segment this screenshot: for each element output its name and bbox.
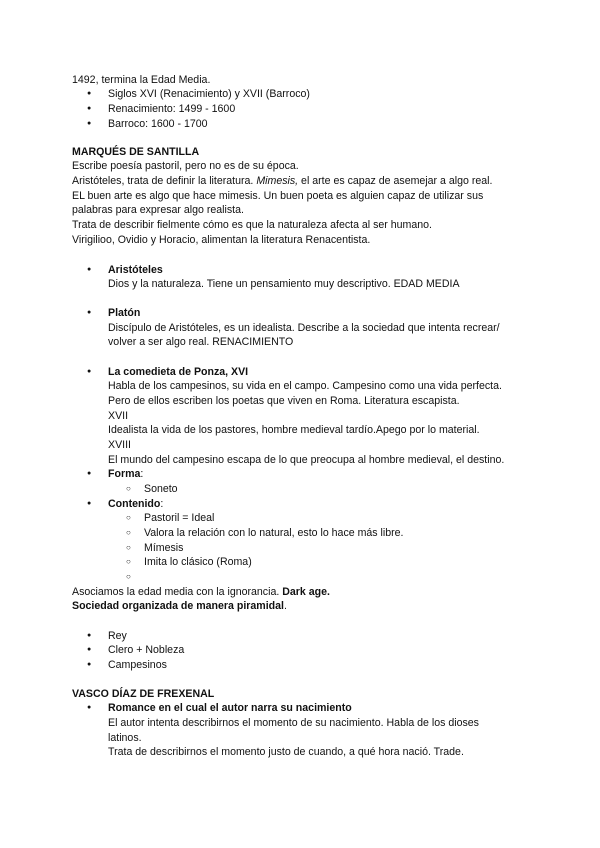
paragraph-line: Virigilioo, Ovidio y Horacio, alimentan la literatura Renacentista. bbox=[72, 234, 371, 246]
list-item-text: Idealista la vida de los pastores, hombre medieval tardío.Apego por lo material. bbox=[108, 424, 480, 436]
bold-run: Dark age. bbox=[282, 586, 330, 598]
list-item-text: Trata de describirnos el momento justo de cuando, a qué hora nació. Trade. bbox=[108, 746, 464, 758]
list-item-title: Forma bbox=[108, 468, 141, 480]
list-item-title: ● Aristóteles bbox=[108, 263, 163, 277]
list-item-text: El autor intenta describirnos el momento de su nacimiento. Habla de los dioses bbox=[108, 717, 479, 729]
colon: : bbox=[160, 498, 164, 510]
list-item: ● Clero + Nobleza bbox=[108, 643, 184, 657]
text-run: el arte es capaz de asemejar a algo real. bbox=[298, 175, 493, 187]
list-item bbox=[108, 497, 163, 511]
list-item-text: latinos. bbox=[108, 732, 142, 744]
text-run: Asociamos la edad media con la ignorancia. bbox=[72, 586, 283, 598]
paragraph-line bbox=[72, 599, 287, 613]
paragraph-line bbox=[72, 174, 492, 188]
list-item: ● Barroco: 1600 - 1700 bbox=[108, 117, 208, 131]
text-run: . bbox=[283, 600, 287, 612]
list-item-title: Contenido bbox=[108, 498, 161, 510]
list-item-text: El mundo del campesino escapa de lo que preocupa al hombre medieval, el destino. bbox=[108, 454, 505, 466]
paragraph-line: EL buen arte es algo que hace mimesis. Un buen poeta es alguien capaz de utilizar sus bbox=[72, 190, 484, 202]
list-item-text: Habla de los campesinos, su vida en el campo. Campesino como una vida perfecta. bbox=[108, 380, 502, 392]
list-item-text: XVII bbox=[108, 410, 129, 422]
sublist-item: ○ Valora la relación con lo natural, esto lo hace más libre. bbox=[144, 526, 404, 540]
list-item: ● Rey bbox=[108, 629, 127, 643]
list-item-title: ● La comedieta de Ponza, XVI bbox=[108, 365, 248, 379]
intro-line: 1492, termina la Edad Media. bbox=[72, 74, 211, 86]
list-item: ● Renacimiento: 1499 - 1600 bbox=[108, 102, 235, 116]
list-item: ● Campesinos bbox=[108, 658, 167, 672]
colon: : bbox=[140, 468, 144, 480]
list-item bbox=[108, 467, 143, 481]
paragraph-line: Trata de describir fielmente cómo es que la naturaleza afecta al ser humano. bbox=[72, 219, 432, 231]
list-item-text: Discípulo de Aristóteles, es un idealista. Describe a la sociedad que intenta recrear/ bbox=[108, 322, 500, 334]
text-run: Aristóteles, trata de definir la literatura. bbox=[72, 175, 257, 187]
list-item-text: Dios y la naturaleza. Tiene un pensamiento muy descriptivo. EDAD MEDIA bbox=[108, 278, 460, 290]
mimesis-term: Mimesis, bbox=[256, 175, 299, 187]
list-item-text: XVIII bbox=[108, 439, 131, 451]
sublist-item: ○ Soneto bbox=[144, 482, 178, 496]
sublist-item: ○ Mímesis bbox=[144, 541, 183, 555]
paragraph-line bbox=[72, 585, 330, 599]
bold-run: Sociedad organizada de manera piramidal bbox=[72, 600, 284, 612]
list-item: ● Siglos XVI (Renacimiento) y XVII (Barroco) bbox=[108, 87, 310, 101]
section-heading-santillana: MARQUÉS DE SANTILLA bbox=[72, 146, 200, 158]
list-item-title: ● Romance en el cual el autor narra su nacimiento bbox=[108, 701, 352, 715]
paragraph-line: Escribe poesía pastoril, pero no es de su época. bbox=[72, 160, 299, 172]
list-item-text: volver a ser algo real. RENACIMIENTO bbox=[108, 336, 294, 348]
section-heading-vasco: VASCO DÍAZ DE FREXENAL bbox=[72, 688, 215, 700]
sublist-item: ○ Pastoril = Ideal bbox=[144, 511, 214, 525]
list-item-title: ● Platón bbox=[108, 306, 140, 320]
list-item-text: Pero de ellos escriben los poetas que viven en Roma. Literatura escapista. bbox=[108, 395, 460, 407]
paragraph-line: palabras para expresar algo realista. bbox=[72, 204, 244, 216]
sublist-item: ○ Imita lo clásico (Roma) bbox=[144, 555, 252, 569]
